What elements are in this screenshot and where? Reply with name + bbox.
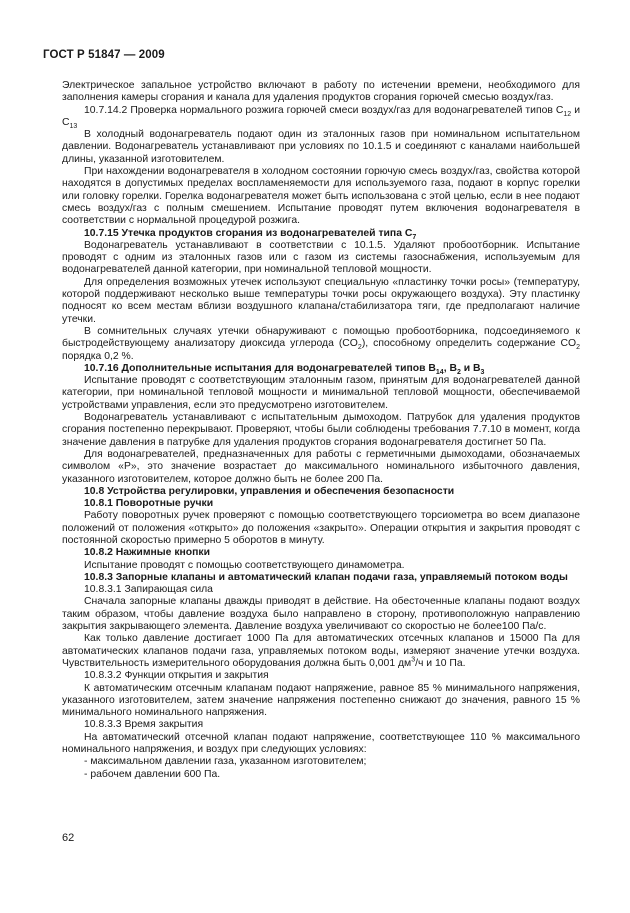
- paragraph: При нахождении водонагревателя в холодном состоянии горючую смесь воздух/газ, свойства которой находятся в допустимых пределах воспламеняемости для используемого газа, подают в корпус горелки или головку горелки. Горелка водонагревателя может быть использована с этой целью, если в нее подают смесь воздух/газ с полным смешением. Испытание проводят путем включения водонагревателя в соответствии с нормальной процедурой розжига.: [62, 166, 580, 227]
- paragraph: Сначала запорные клапаны дважды приводят в действие. На обесточенные клапаны подают воздух таким образом, чтобы давление воздуха было направлено в сторону, противоположную направлению закрытия закрывающего элемента. Давление воздуха увеличивают со скоростью не более100 Па/с.: [62, 596, 580, 633]
- paragraph: К автоматическим отсечным клапанам подают напряжение, равное 85 % минимального напряжения, указанного изготовителем, затем значение напряжения постепенно снижают до значения, равного 15 % минимального номинального напряжения.: [62, 682, 580, 719]
- paragraph: В сомнительных случаях утечки обнаруживают с помощью пробоотборника, подсоединяемого к быстродействующему анализатору диоксида углерода $(CO_2)$, способному определить содержание $CO_2$ порядка 0,2 %.: [62, 325, 580, 362]
- clause-10-7-14-2: 10.7.14.2 Проверка нормального розжига горючей смеси воздух/газ для водонагревателей типов $C_{12}$ и $C_{13}$: [62, 104, 580, 130]
- paragraph: Водонагреватель устанавливают с испытательным дымоходом. Патрубок для удаления продуктов сгорания постепенно перекрывают. Проверяют, чтобы были соблюдены требования 7.7.10 в момент, когда значение давления в патрубке для удаления продуктов сгорания водонагревателя достигнет 50 Па.: [62, 412, 580, 448]
- paragraph: Испытание проводят с помощью соответствующего динамометра.: [84, 559, 405, 571]
- subclause-10-8-3-2: 10.8.3.2 Функции открытия и закрытия: [84, 670, 269, 682]
- document-body: [62, 80, 580, 781]
- paragraph: Испытание проводят с соответствующим эталонным газом, принятым для водонагревателей данной категории, при номинальной тепловой мощности и минимальной тепловой мощности, обеспечиваемой устройствами управления, если это предусмотрено изготовителем.: [62, 375, 580, 411]
- paragraph: В холодный водонагреватель подают один из эталонных газов при номинальном испытательном давлении. Водонагреватель устанавливают при условиях по 10.1.5 и соединяют с каналами наибольшей длины, указанной изготовителем.: [62, 129, 580, 165]
- section-heading-10-8: 10.8 Устройства регулировки, управления и обеспечения безопасности: [84, 485, 455, 497]
- page-number: 62: [62, 832, 75, 844]
- section-heading-10-8-1: 10.8.1 Поворотные ручки: [84, 498, 214, 510]
- subclause-10-8-3-3: 10.8.3.3 Время закрытия: [84, 719, 204, 731]
- document-header: ГОСТ Р 51847 — 2009: [43, 49, 165, 61]
- paragraph: Для водонагревателей, предназначенных для работы с герметичными дымоходами, обозначаемых символом «P», это значение возрастает до максимального номинального избыточного давления, указанного изготовителем, которое должно быть не более 200 Па.: [62, 448, 580, 485]
- paragraph: Как только давление достигает 1000 Па для автоматических отсечных клапанов и 15000 Па для автоматических клапанов подачи газа, управляемых потоком воды, измеряют значение утечки воздуха. Чувствительность измерительного оборудования должна быть 0,001 $дм^3/ч$ и 10 Па.: [62, 633, 580, 669]
- paragraph: Работу поворотных ручек проверяют с помощью соответствующего торсиометра во всем диапазоне положений от положения «открыто» до положения «закрыто». Операции открытия и закрытия проводят с постоянной скоростью примерно 5 оборотов в минуту.: [62, 510, 580, 546]
- subclause-10-8-3-1: 10.8.3.1 Запирающая сила: [84, 584, 213, 596]
- section-heading-10-7-15: 10.7.15 Утечка продуктов сгорания из водонагревателей типа $C_7$: [84, 227, 417, 241]
- paragraph: Для определения возможных утечек используют специальную «пластинку точки росы» (температуру, которой поддерживают несколько выше температуры точки росы окружающего воздуха). Эту пластинку подносят ко всем местам вблизи воздушного клапана/стабилизатора тяги, где предполагают наличие утечки.: [62, 276, 580, 325]
- list-item: - рабочем давлении 600 Па.: [84, 768, 221, 780]
- list-item: - максимальном давлении газа, указанном изготовителем;: [84, 756, 367, 768]
- section-heading-10-7-16: 10.7.16 Дополнительные испытания для водонагревателей типов $B_{14}$, $B_2$ и $B_3$: [84, 362, 485, 376]
- paragraph: Электрическое запальное устройство включают в работу по истечении времени, необходимого для заполнения камеры сгорания и канала для удаления продуктов сгорания горючей смесью воздух/газ.: [62, 80, 580, 104]
- paragraph: На автоматический отсечной клапан подают напряжение, соответствующее 110 % максимального номинального напряжения, и воздух при следующих условиях:: [62, 731, 580, 756]
- section-heading-10-8-2: 10.8.2 Нажимные кнопки: [84, 547, 211, 559]
- paragraph: Водонагреватель устанавливают в соответствии с 10.1.5. Удаляют пробоотборник. Испытание проводят с одним из эталонных газов или с газом из системы газоснабжения, используемым для водонагревателей данной категории, при номинальной тепловой мощности.: [62, 239, 580, 276]
- section-heading-10-8-3: 10.8.3 Запорные клапаны и автоматический клапан подачи газа, управляемый потоком воды: [84, 571, 568, 583]
